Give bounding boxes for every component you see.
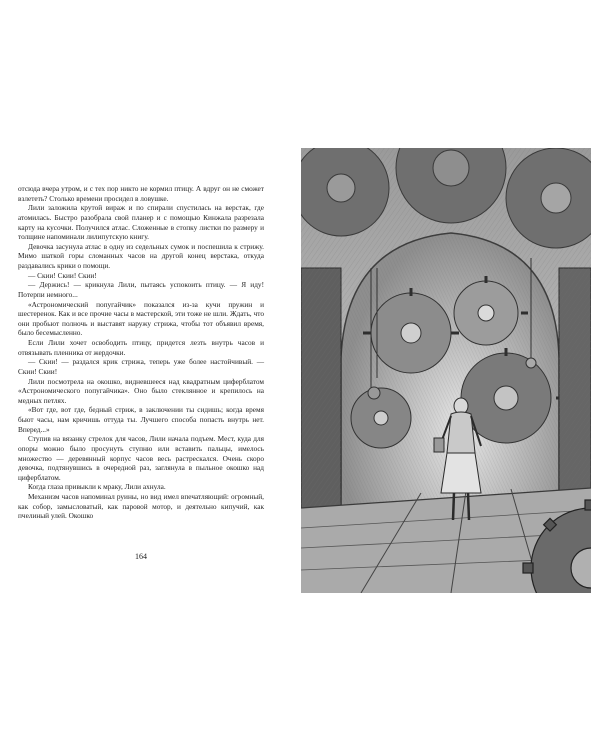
paragraph: «Вот где, вот где, бедный стриж, в заключении ты сидишь; когда время бьют часы, нам кричишь оттуда ты. Лучшего способа попасть внутрь нет. Вперед...» xyxy=(18,405,264,434)
paragraph: — Держись! — крикнула Лили, пытаясь успокоить птицу. — Я иду! Потерпи немного... xyxy=(18,280,264,299)
clockwork-illustration xyxy=(301,148,591,593)
paragraph: отсюда вчера утром, и с тех пор никто не кормил птицу. А вдруг он не сможет взлететь? Столько времени просидел в ловушке. xyxy=(18,184,264,203)
page-number: 164 xyxy=(135,552,147,561)
paragraph: Механизм часов напоминал руины, но вид имел впечатляющий: огромный, как собор, замысловатый, как паровой мотор, и деятельно кипучий, как пчелиный улей. Окошко xyxy=(18,492,264,521)
body-text xyxy=(18,184,264,521)
paragraph: Лили заложила крутой вираж и по спирали спустилась на верстак, где атомилась. Быстро разобрала свой планер и с помощью Кинжала разрезала карту на кусочки. Получился атлас. Сложенные в стопку листки по размеру и толщине напоминали лилипутскую книгу. xyxy=(18,203,264,242)
paragraph: — Скии! — раздался крик стрижа, теперь уже более настойчивый. — Скии! Скии! xyxy=(18,357,264,376)
paragraph: Лили посмотрела на окошко, видневшееся над квадратным циферблатом «Астрономического попугайчика». Оно было стеклянное и крепилось на медных петлях. xyxy=(18,376,264,405)
paragraph: Если Лили хочет освободить птицу, придется лезть внутрь часов и отвязывать пленника от жердочки. xyxy=(18,338,264,357)
paragraph: «Астрономический попугайчик» показался из-за кучи пружин и шестеренок. Как и все прочие часы в мастерской, эти тоже не шли. Ждать, что они пробьют полночь и выставят наружу стрижа, чтобы тот объявил время, было бесемысленно. xyxy=(18,299,264,338)
clockwork-drawing xyxy=(301,148,591,593)
paragraph: Девочка засунула атлас в одну из седельных сумок и поспешила к стрижу. Мимо шаткой горы сломанных часов на другой конец верстака, откуда раздавались крики о помощи. xyxy=(18,241,264,270)
paragraph: Ступив на вязанку стрелок для часов, Лили начала подъем. Мест, куда для опоры можно было просунуть ступню или вставить пальцы, имелось множество — деревянный корпус часов весь растрескался. Очень скоро девочка, подтянувшись в очередной раз, заглянула в пыльное окошко над циферблатом. xyxy=(18,434,264,482)
paragraph: — Скии! Скии! Скии! xyxy=(28,270,97,280)
left-page xyxy=(18,0,282,750)
paragraph: Когда глаза привыкли к мраку, Лили ахнула. xyxy=(28,482,166,492)
